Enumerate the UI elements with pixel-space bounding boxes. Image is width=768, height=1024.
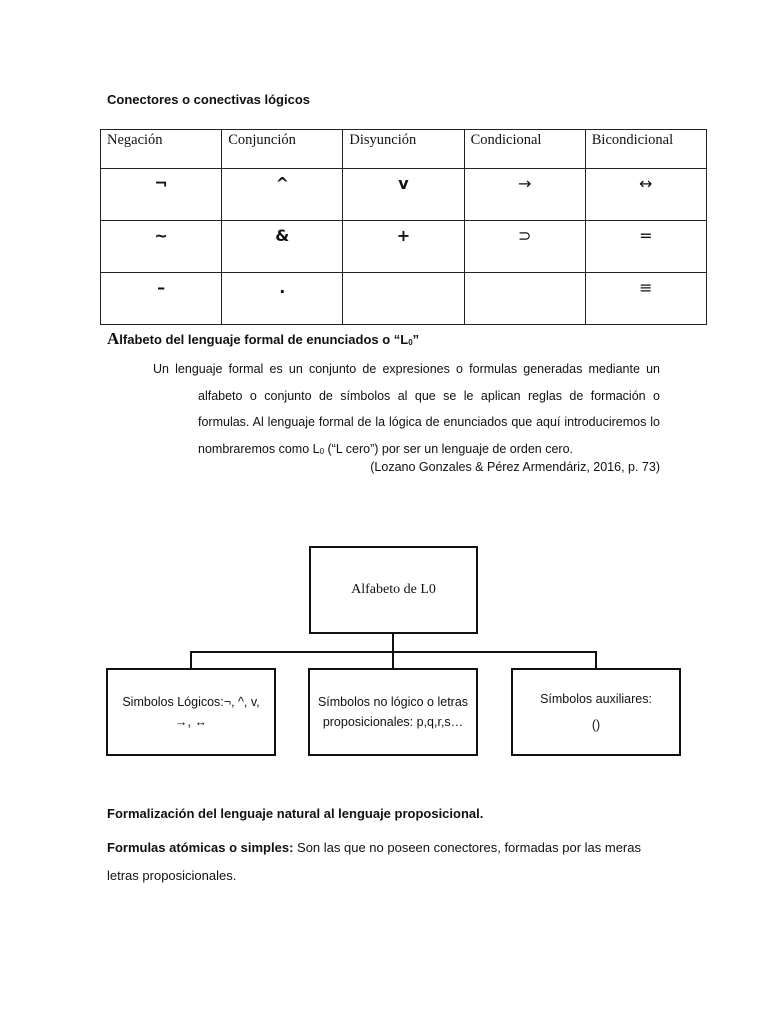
title-subscript: 0 — [408, 338, 413, 347]
column-header: Negación — [101, 130, 222, 169]
table-cell: ¬ — [101, 169, 222, 221]
table-cell — [343, 273, 464, 325]
column-header: Condicional — [464, 130, 585, 169]
connectors-table — [100, 129, 707, 325]
column-header: Disyunción — [343, 130, 464, 169]
connector-line — [392, 634, 394, 652]
diagram-node-logical-symbols: Simbolos Lógicos:¬, ^, v, →, ↔ — [106, 668, 276, 756]
definition-text: Son las que no poseen conectores, formadas por las meras letras proposicionales. — [107, 840, 641, 883]
node-label: Símbolos auxiliares: — [540, 692, 652, 706]
table-cell: . — [222, 273, 343, 325]
citation: (Lozano Gonzales & Pérez Armendáriz, 2016, p. 73) — [370, 460, 660, 474]
quote-text-end: (“L cero”) por ser un lenguaje de orden cero. — [324, 441, 574, 456]
table-row — [101, 169, 707, 221]
table-header-row — [101, 130, 707, 169]
table-cell: v — [343, 169, 464, 221]
table-cell: ≡ — [585, 273, 706, 325]
table-cell: ^ — [222, 169, 343, 221]
diagram-node-auxiliary-symbols — [511, 668, 681, 756]
title-end: ” — [412, 332, 420, 347]
connector-line — [392, 651, 394, 668]
section-title-connectors: Conectores o conectivas lógicos — [107, 92, 311, 107]
block-quote — [153, 356, 660, 465]
column-header: Conjunción — [222, 130, 343, 169]
section-title-formalization: Formalización del lenguaje natural al lenguaje proposicional. — [107, 806, 484, 821]
table-cell — [464, 273, 585, 325]
quote-text: Un lenguaje formal es un conjunto de expresiones o formulas generadas mediante un alfabeto o conjunto de símbolos al que se le aplican reglas de formación o formulas. Al lenguaje formal de la lógica de enunciados que aquí introduciremos lo nombraremos como L — [153, 362, 660, 456]
table-row — [101, 273, 707, 325]
table-cell: + — [343, 221, 464, 273]
definition-paragraph — [107, 834, 667, 890]
table-cell: = — [585, 221, 706, 273]
connector-line — [190, 651, 192, 668]
table-cell: ↔ — [585, 169, 706, 221]
title-initial: A — [107, 329, 120, 348]
column-header: Bicondicional — [585, 130, 706, 169]
section-title-alphabet — [107, 329, 419, 349]
table-cell: & — [222, 221, 343, 273]
title-text: lfabeto del lenguaje formal de enunciados o “L — [119, 332, 409, 347]
diagram-root-node: Alfabeto de L0 — [309, 546, 478, 634]
table-cell: ⊃ — [464, 221, 585, 273]
table-cell: ~ — [101, 221, 222, 273]
table-cell: – — [101, 273, 222, 325]
node-symbols: () — [591, 718, 601, 732]
definition-term: Formulas atómicas o simples: — [107, 840, 294, 855]
diagram-node-propositional-letters: Símbolos no lógico o letras proposicionales: p,q,r,s… — [308, 668, 478, 756]
quote-subscript: 0 — [319, 446, 325, 456]
table-cell: → — [464, 169, 585, 221]
table-row — [101, 221, 707, 273]
connector-line — [595, 651, 597, 668]
